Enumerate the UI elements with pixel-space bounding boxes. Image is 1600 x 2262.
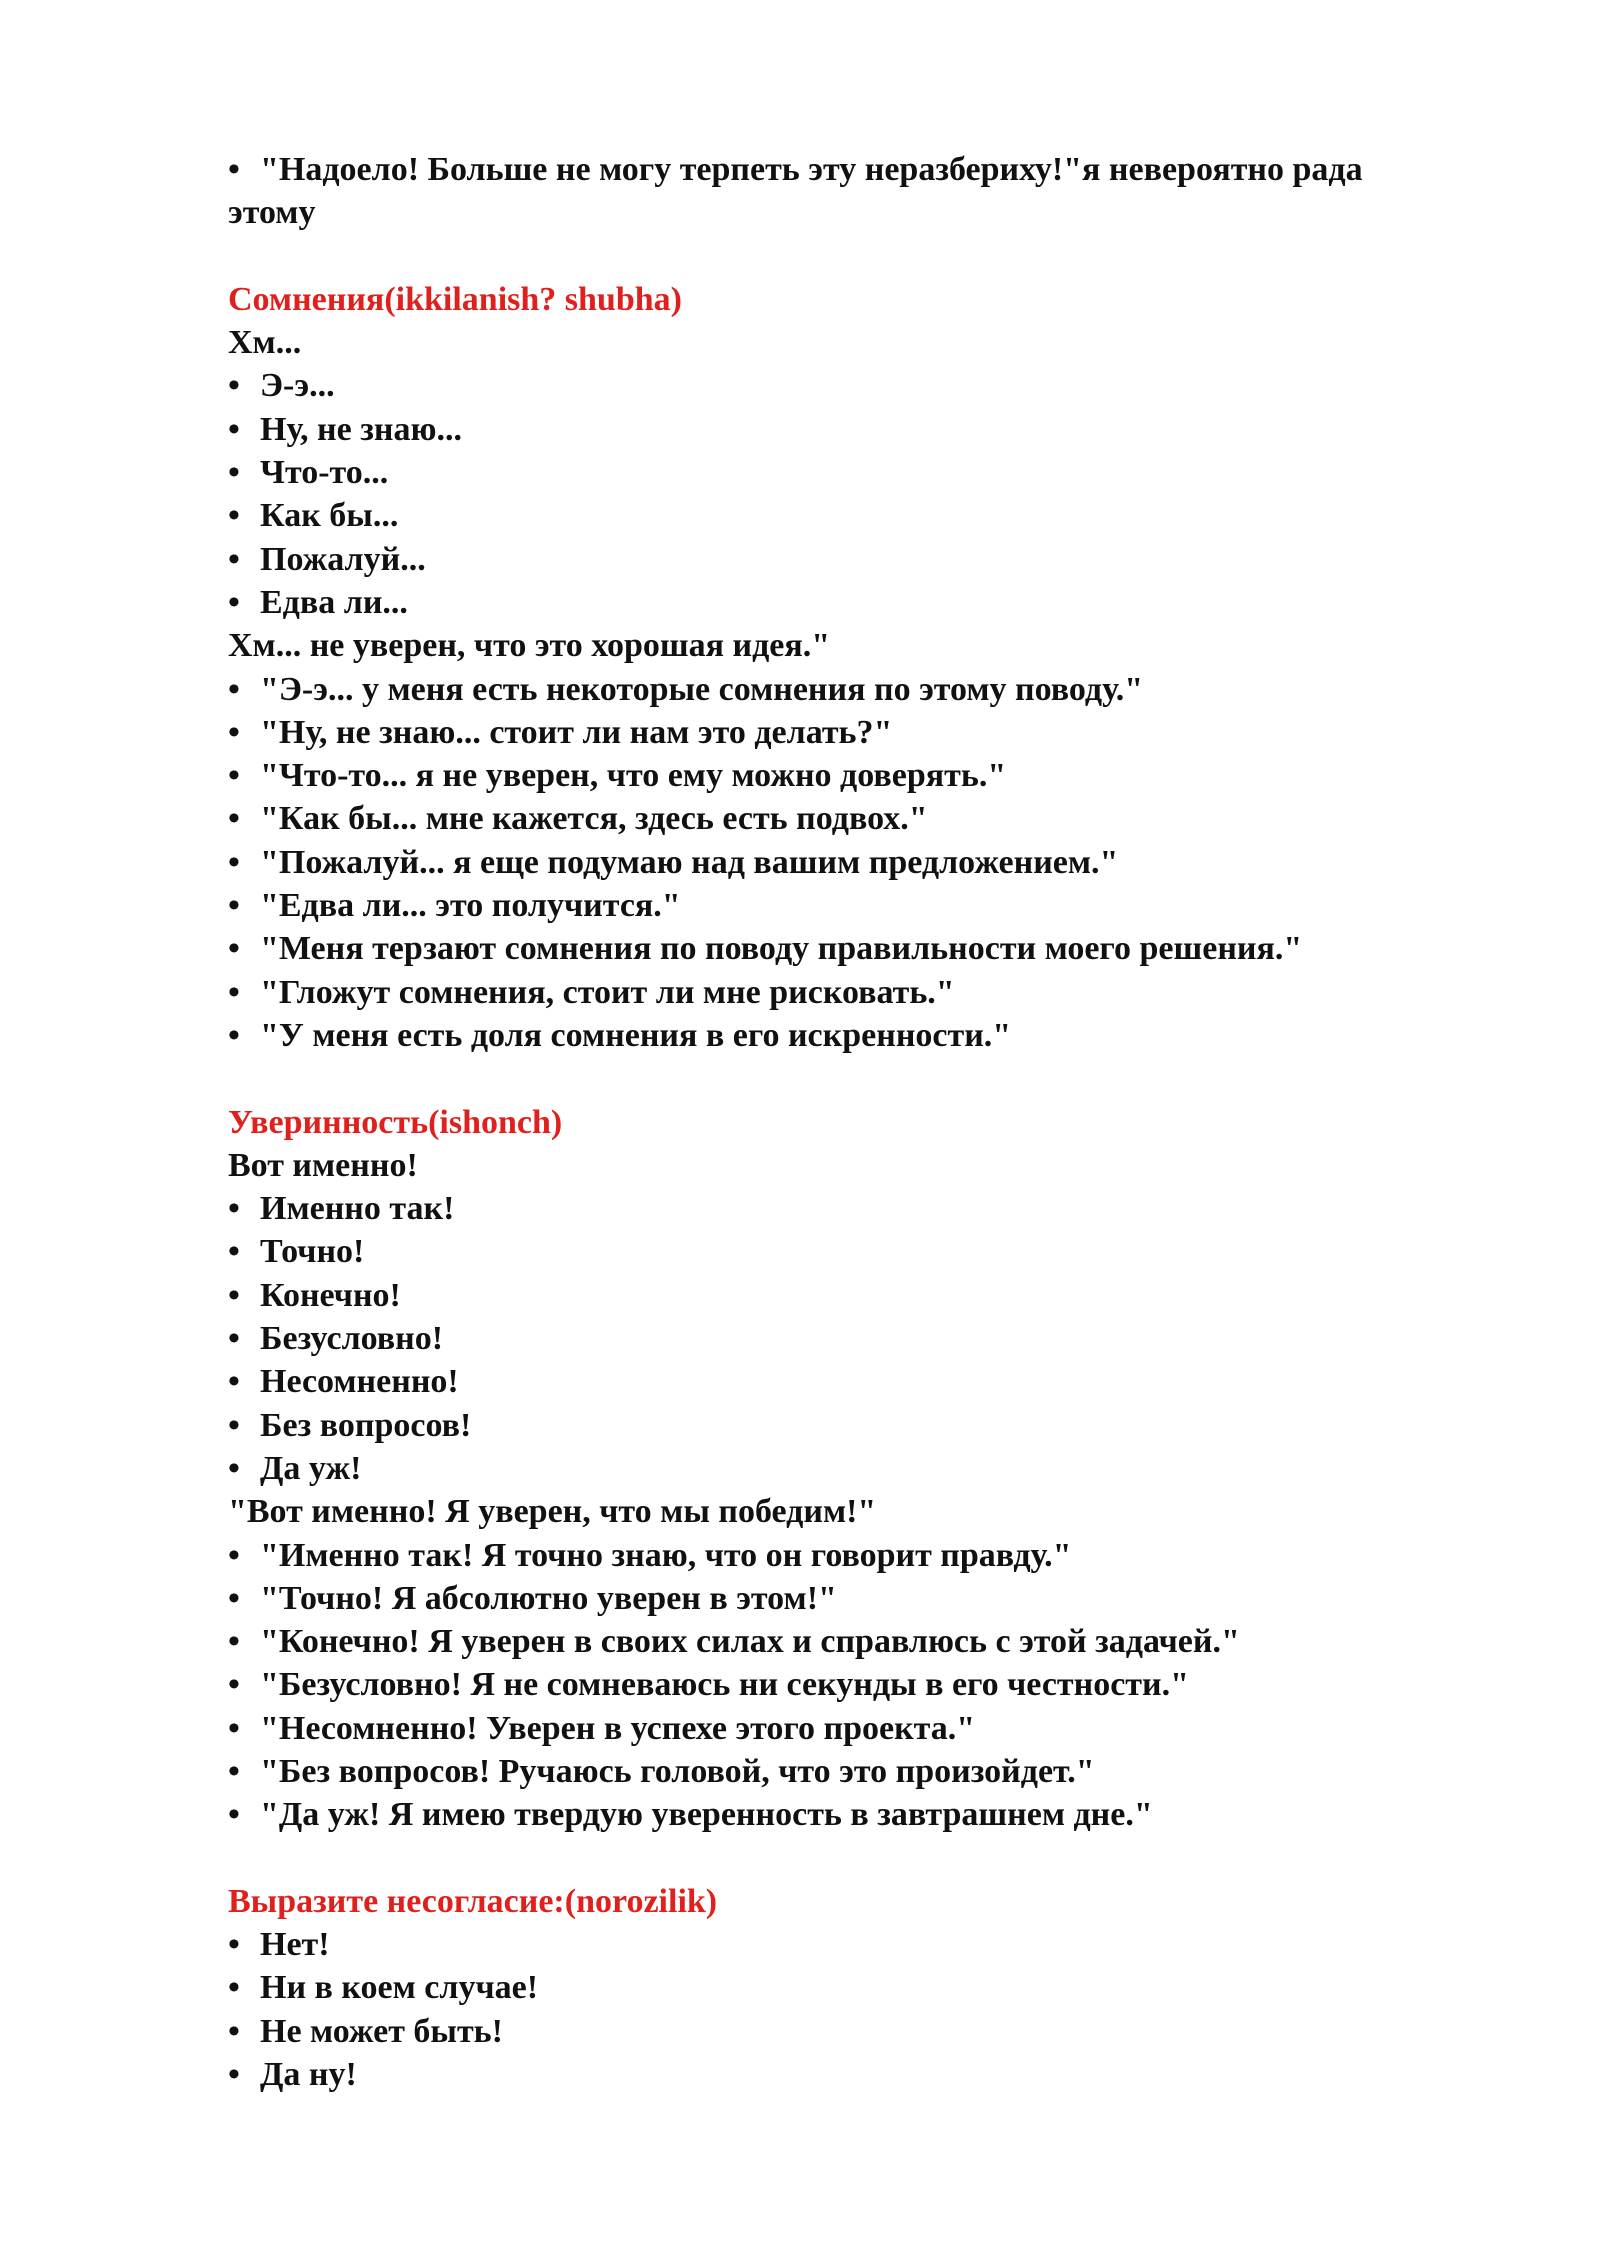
bullet-glyph: • [228,843,240,881]
list-item: • Э-э... [228,364,1528,407]
spacer [228,1057,1528,1100]
list-item: • "Гложут сомнения, стоит ли мне рисковать." [228,971,1528,1014]
bullet-glyph: • [228,1926,240,1964]
bullet-glyph: • [228,2012,240,2050]
bullet-glyph: • [228,1363,240,1401]
list-item: • Несомненно! [228,1360,1528,1403]
doubt-example-list [228,668,1528,1058]
list-item: • "Пожалуй... я еще подумаю над вашим предложением." [228,841,1528,884]
bullet-glyph: • [228,1579,240,1617]
list-item: • Да уж! [228,1447,1528,1490]
bullet-glyph: • [228,1666,240,1704]
list-item: • Безусловно! [228,1317,1528,1360]
list-item: • Конечно! [228,1274,1528,1317]
bullet-glyph: • [228,1406,240,1444]
document-page [228,148,1528,2096]
section-heading-disagreement: Выразите несогласие:(norozilik) [228,1882,718,1920]
list-item: • Пожалуй... [228,538,1528,581]
bullet-glyph: • [228,497,240,535]
list-item: • "У меня есть доля сомнения в его искренности." [228,1014,1528,1057]
list-item: • "Ну, не знаю... стоит ли нам это делать?" [228,711,1528,754]
list-item: • "Безусловно! Я не сомневаюсь ни секунды в его честности." [228,1663,1528,1706]
bullet-glyph: • [228,1190,240,1228]
intro-bullet-item [228,148,1528,191]
list-item: • Нет! [228,1923,1528,1966]
list-item: • "Что-то... я не уверен, что ему можно доверять." [228,754,1528,797]
bullet-glyph: • [228,973,240,1011]
list-item: • Не может быть! [228,2010,1528,2053]
disagreement-word-list [228,1923,1528,2096]
list-item: • "Меня терзают сомнения по поводу правильности моего решения." [228,927,1528,970]
doubt-example-lead: Хм... не уверен, что это хорошая идея." [228,627,831,665]
bullet-glyph: • [228,367,240,405]
bullet-glyph: • [228,1276,240,1314]
bullet-glyph: • [228,800,240,838]
bullet-glyph: • [228,670,240,708]
bullet-glyph: • [228,454,240,492]
intro-line-2: этому [228,194,316,232]
bullet-glyph: • [228,1969,240,2007]
list-item: • Без вопросов! [228,1404,1528,1447]
bullet-glyph: • [228,1536,240,1574]
list-item: • Ну, не знаю... [228,408,1528,451]
confidence-word-list [228,1187,1528,1490]
list-item: • Как бы... [228,494,1528,537]
section-heading-confidence: Уверинность(ishonch) [228,1103,563,1141]
list-item: • "Едва ли... это получится." [228,884,1528,927]
confidence-example-list [228,1534,1528,1837]
list-item: • "Без вопросов! Ручаюсь головой, что это произойдет." [228,1750,1528,1793]
bullet-glyph: • [228,410,240,448]
list-item: • "Именно так! Я точно знаю, что он говорит правду." [228,1534,1528,1577]
spacer [228,235,1528,278]
list-item: • "Точно! Я абсолютно уверен в этом!" [228,1577,1528,1620]
bullet-glyph: • [228,713,240,751]
bullet-glyph: • [228,1709,240,1747]
bullet-glyph: • [228,1752,240,1790]
confidence-lead: Вот именно! [228,1146,418,1184]
bullet-glyph: • [228,1320,240,1358]
list-item: • Едва ли... [228,581,1528,624]
list-item: • Что-то... [228,451,1528,494]
list-item: • Именно так! [228,1187,1528,1230]
bullet-glyph: • [228,540,240,578]
list-item: • "Как бы... мне кажется, здесь есть подвох." [228,797,1528,840]
bullet-glyph: • [228,1233,240,1271]
list-item: • "Да уж! Я имею твердую уверенность в завтрашнем дне." [228,1793,1528,1836]
list-item: • Да ну! [228,2053,1528,2096]
bullet-glyph: • [228,1016,240,1054]
bullet-glyph: • [228,1623,240,1661]
list-item: • "Несомненно! Уверен в успехе этого проекта." [228,1707,1528,1750]
doubt-lead: Хм... [228,324,302,362]
spacer [228,1837,1528,1880]
bullet-glyph: • [228,887,240,925]
list-item: • "Конечно! Я уверен в своих силах и справлюсь с этой задачей." [228,1620,1528,1663]
bullet-glyph: • [228,151,240,188]
bullet-glyph: • [228,1796,240,1834]
list-item: • "Э-э... у меня есть некоторые сомнения по этому поводу." [228,668,1528,711]
bullet-glyph: • [228,757,240,795]
confidence-example-lead: "Вот именно! Я уверен, что мы победим!" [228,1493,877,1531]
bullet-glyph: • [228,1449,240,1487]
bullet-glyph: • [228,2056,240,2094]
bullet-glyph: • [228,583,240,621]
doubt-word-list [228,364,1528,624]
section-heading-doubt: Сомнения(ikkilanish? shubha) [228,280,682,318]
bullet-glyph: • [228,930,240,968]
list-item: • Точно! [228,1230,1528,1273]
list-item: • Ни в коем случае! [228,1966,1528,2009]
intro-line-1: "Надоело! Больше не могу терпеть эту неразбериху!"я невероятно рада [260,151,1363,188]
